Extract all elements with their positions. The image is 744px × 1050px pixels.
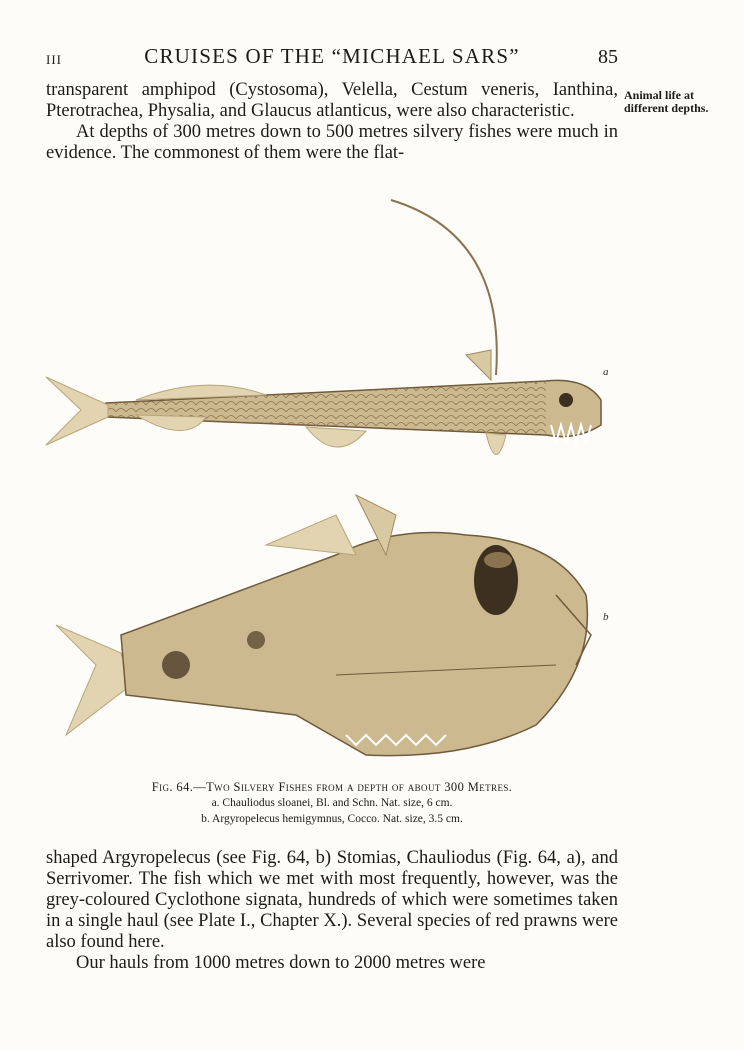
page-title: CRUISES OF THE “MICHAEL SARS” (144, 44, 520, 68)
paragraph-4: Our hauls from 1000 metres down to 2000 metres were (76, 953, 486, 973)
paragraph-3: shaped Argyropelecus (see Fig. 64, b) Stomias, Chauliodus (Fig. 64, a), and Serrivomer. The fish which we met with most frequently, however, was the grey-coloured Cyclothone signata, hundreds of which were sometimes taken in a single haul (see Plate I., Chapter X.). Several species of red prawns were also found here. (46, 848, 618, 952)
paragraph-2: At depths of 300 metres down to 500 metres silvery fishes were much in evidence. The commonest of them were the flat- (46, 122, 618, 163)
bottom-text-block (46, 848, 618, 974)
fish-a-chauliodus (46, 200, 609, 455)
fish-b-label: b (603, 611, 609, 623)
figure-caption (46, 780, 618, 827)
caption-line-a: a. Chauliodus sloanei, Bl. and Schn. Nat. size, 6 cm. (211, 797, 453, 809)
fish-a-label: a (603, 366, 609, 378)
chapter-number: III (46, 52, 62, 67)
running-header (46, 44, 618, 74)
top-text-block (46, 80, 618, 164)
page-number: 85 (598, 46, 618, 68)
paragraph-1: transparent amphipod (Cystosoma), Velella, Cestum veneris, Ianthina, Pterotrachea, Physalia, and Glaucus atlanticus, were also characteristic. (46, 80, 618, 121)
fish-b-argyropelecus (56, 495, 609, 756)
figure-64 (36, 195, 636, 775)
caption-line-b: b. Argyropelecus hemigymnus, Cocco. Nat. size, 3.5 cm. (201, 813, 463, 825)
fish-illustration (36, 195, 636, 775)
caption-title: Fig. 64.—Two Silvery Fishes from a depth of about 300 Metres. (151, 780, 513, 794)
margin-note: Animal life at different depths. (624, 88, 709, 115)
